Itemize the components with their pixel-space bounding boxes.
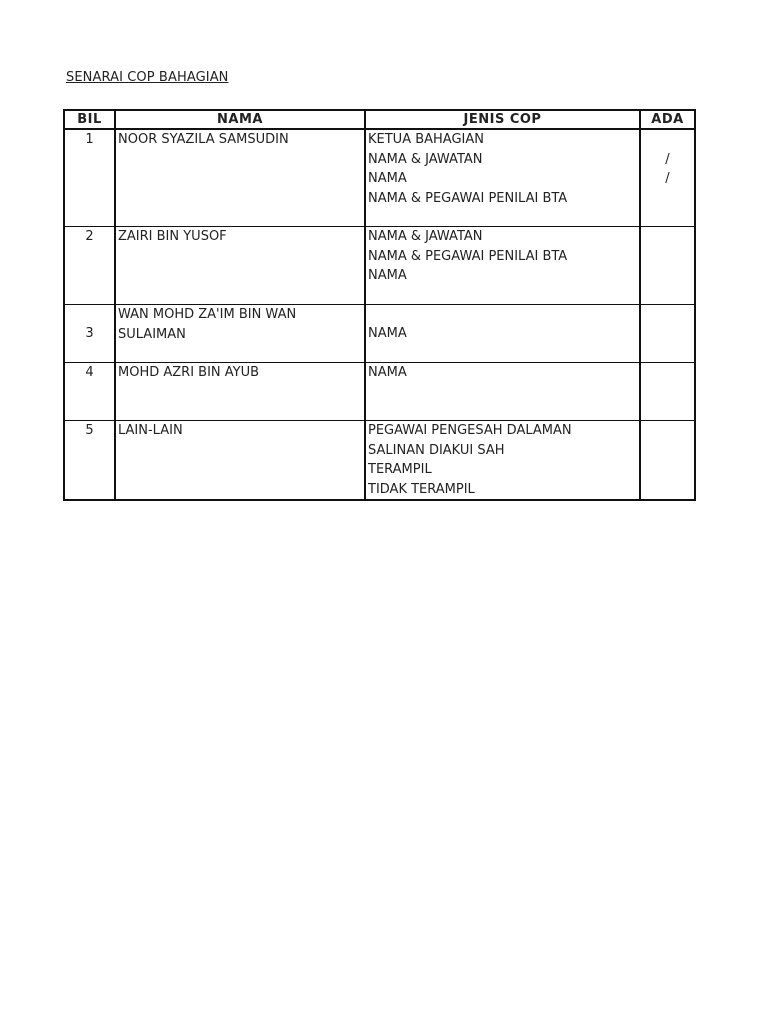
table-header-row — [64, 110, 695, 129]
nama-line: SULAIMAN — [118, 326, 186, 342]
cell-jenis-cop — [365, 363, 640, 421]
table-row — [64, 363, 695, 421]
jenis-cop-item: NAMA — [368, 365, 407, 380]
cell-nama: NOOR SYAZILA SAMSUDIN — [115, 129, 365, 227]
jenis-cop-item: NAMA & PEGAWAI PENILAI BTA — [368, 190, 568, 206]
table-row — [64, 305, 695, 363]
cell-nama: MOHD AZRI BIN AYUB — [115, 363, 365, 421]
header-ada: ADA — [640, 110, 695, 129]
header-bil: BIL — [64, 110, 115, 129]
cop-list-table — [63, 109, 696, 501]
ada-check-mark: / — [665, 171, 670, 186]
table-row — [64, 421, 695, 501]
cell-bil: 3 — [64, 305, 115, 363]
cell-ada — [640, 363, 695, 421]
table-row — [64, 227, 695, 305]
jenis-cop-item: NAMA — [368, 171, 407, 186]
cell-bil: 1 — [64, 129, 115, 227]
nama-line: WAN MOHD ZA'IM BIN WAN — [118, 307, 297, 322]
cell-jenis-cop — [365, 227, 640, 305]
header-jenis-cop: JENIS COP — [365, 110, 640, 129]
document-title: SENARAI COP BAHAGIAN — [66, 70, 229, 85]
jenis-cop-item: NAMA — [368, 325, 407, 341]
cell-nama: LAIN-LAIN — [115, 421, 365, 501]
header-nama: NAMA — [115, 110, 365, 129]
jenis-cop-item: NAMA — [368, 268, 407, 283]
cell-ada — [640, 421, 695, 501]
cell-bil: 4 — [64, 363, 115, 421]
jenis-cop-item: KETUA BAHAGIAN — [368, 132, 484, 147]
cell-ada — [640, 227, 695, 305]
cell-jenis-cop — [365, 129, 640, 227]
cell-jenis-cop — [365, 305, 640, 363]
cell-nama: ZAIRI BIN YUSOF — [115, 227, 365, 305]
ada-check-mark: / — [665, 151, 670, 167]
ada-spacer — [643, 130, 692, 150]
jenis-cop-item: SALINAN DIAKUI SAH — [368, 442, 505, 458]
jenis-cop-item: NAMA & JAWATAN — [368, 229, 483, 244]
cell-bil: 5 — [64, 421, 115, 501]
jenis-cop-item: TERAMPIL — [368, 462, 432, 477]
table-row — [64, 129, 695, 227]
jenis-cop-item: PEGAWAI PENGESAH DALAMAN — [368, 423, 572, 438]
cell-bil: 2 — [64, 227, 115, 305]
jenis-cop-item: NAMA & JAWATAN — [368, 151, 483, 167]
cell-ada — [640, 305, 695, 363]
jenis-cop-item: NAMA & PEGAWAI PENILAI BTA — [368, 248, 568, 264]
cell-nama — [115, 305, 365, 363]
cell-ada — [640, 129, 695, 227]
jenis-cop-item: TIDAK TERAMPIL — [368, 481, 475, 497]
cell-jenis-cop — [365, 421, 640, 501]
